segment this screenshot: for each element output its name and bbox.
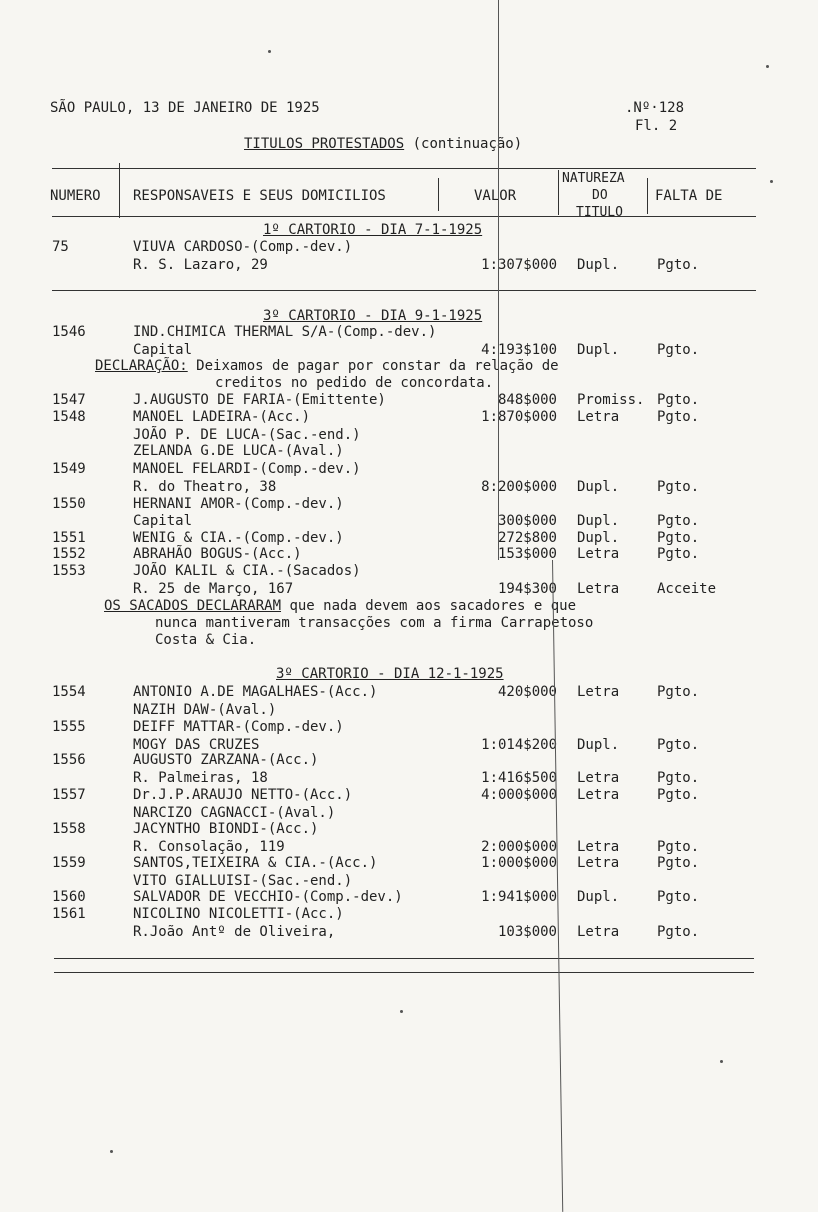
row-responsible: SANTOS,TEIXEIRA & CIA.-(Acc.): [133, 855, 378, 871]
row-responsible: J.AUGUSTO DE FARIA-(Emittente): [133, 392, 386, 408]
row-value: 1:014$200: [481, 737, 557, 753]
row-nature: Letra: [577, 684, 620, 700]
row-number: 1553: [52, 563, 86, 579]
row-responsible: VIUVA CARDOSO-(Comp.-dev.): [133, 239, 353, 255]
section-rule-1: [52, 290, 756, 291]
row-nature: Promiss.: [577, 392, 645, 408]
col-header-natureza-2: DO: [592, 188, 608, 203]
page-title: [244, 136, 522, 152]
row-number: 1560: [52, 889, 86, 905]
row-nature: Dupl.: [577, 530, 620, 546]
row-responsible: MOGY DAS CRUZES: [133, 737, 260, 753]
row-nature: Letra: [577, 839, 620, 855]
row-number: 1547: [52, 392, 86, 408]
row-value: 153$000: [497, 546, 557, 562]
row-value: 848$000: [497, 392, 557, 408]
row-number: 1554: [52, 684, 86, 700]
row-value: 300$000: [497, 513, 557, 529]
sacados-text-2: nunca mantiveram transacções com a firma Carrapetoso: [155, 615, 594, 631]
place-date: SÃO PAULO, 13 DE JANEIRO DE 1925: [50, 100, 320, 116]
row-nature: Dupl.: [577, 513, 620, 529]
row-responsible: JOÃO KALIL & CIA.-(Sacados): [133, 563, 361, 579]
row-reason: Pgto.: [657, 924, 700, 940]
table-top-rule: [52, 168, 756, 169]
row-value: 1:941$000: [481, 889, 557, 905]
row-responsible: JACYNTHO BIONDI-(Acc.): [133, 821, 319, 837]
row-responsible: R. S. Lazaro, 29: [133, 257, 268, 273]
row-reason: Pgto.: [657, 787, 700, 803]
row-reason: Pgto.: [657, 392, 700, 408]
row-number: 1557: [52, 787, 86, 803]
row-number: 1559: [52, 855, 86, 871]
row-reason: Pgto.: [657, 737, 700, 753]
row-number: 1552: [52, 546, 86, 562]
row-value: 4:193$100: [481, 342, 557, 358]
declaracao-text-1: Deixamos de pagar por constar da relação de: [196, 358, 559, 374]
row-value: 4:000$000: [481, 787, 557, 803]
row-responsible: NAZIH DAW-(Aval.): [133, 702, 277, 718]
declaracao-label: DECLARAÇÃO:: [95, 358, 188, 374]
row-responsible: WENIG & CIA.-(Comp.-dev.): [133, 530, 344, 546]
row-value: 1:307$000: [481, 257, 557, 273]
header-bottom-rule: [52, 216, 756, 217]
col-divider-4: [647, 178, 648, 214]
row-number: 1556: [52, 752, 86, 768]
section-heading-3: 3º CARTORIO - DIA 12-1-1925: [276, 666, 504, 682]
row-number: 1546: [52, 324, 86, 340]
declaracao-text-2: creditos no pedido de concordata.: [215, 375, 494, 391]
row-value: 8:200$000: [481, 479, 557, 495]
row-responsible: Capital: [133, 342, 193, 358]
scan-speck: [110, 1150, 113, 1153]
row-responsible: DEIFF MATTAR-(Comp.-dev.): [133, 719, 344, 735]
row-number: 1561: [52, 906, 86, 922]
row-nature: Dupl.: [577, 737, 620, 753]
row-reason: Pgto.: [657, 530, 700, 546]
col-header-responsaveis: RESPONSAVEIS E SEUS DOMICILIOS: [133, 188, 386, 204]
row-responsible: R. Palmeiras, 18: [133, 770, 268, 786]
row-responsible: VITO GIALLUISI-(Sac.-end.): [133, 873, 353, 889]
row-responsible: Capital: [133, 513, 193, 529]
row-reason: Pgto.: [657, 257, 700, 273]
sacados-label: OS SACADOS DECLARARAM: [104, 598, 282, 614]
row-nature: Letra: [577, 409, 620, 425]
row-nature: Letra: [577, 924, 620, 940]
scan-speck: [766, 65, 769, 68]
row-number: 75: [52, 239, 69, 255]
row-number: 1558: [52, 821, 86, 837]
scan-speck: [720, 1060, 723, 1063]
declaracao-note: [95, 358, 559, 374]
row-responsible: JOÃO P. DE LUCA-(Sac.-end.): [133, 427, 361, 443]
bottom-rule-2: [54, 972, 754, 973]
row-number: 1555: [52, 719, 86, 735]
row-reason: Pgto.: [657, 342, 700, 358]
row-nature: Letra: [577, 787, 620, 803]
section-heading-1: 1º CARTORIO - DIA 7-1-1925: [263, 222, 483, 238]
col-divider-2: [438, 178, 439, 211]
row-responsible: IND.CHIMICA THERMAL S/A-(Comp.-dev.): [133, 324, 437, 340]
row-value: 1:870$000: [481, 409, 557, 425]
row-number: 1548: [52, 409, 86, 425]
page-fold-line-bottom: [552, 560, 563, 1212]
row-responsible: ZELANDA G.DE LUCA-(Aval.): [133, 443, 344, 459]
row-nature: Dupl.: [577, 342, 620, 358]
row-number: 1551: [52, 530, 86, 546]
col-divider-1: [119, 163, 120, 218]
row-responsible: R.João Antº de Oliveira,: [133, 924, 336, 940]
col-header-natureza-3: TITULO: [576, 205, 623, 220]
row-value: 420$000: [497, 684, 557, 700]
row-responsible: NARCIZO CAGNACCI-(Aval.): [133, 805, 336, 821]
row-value: 194$300: [497, 581, 557, 597]
row-reason: Pgto.: [657, 889, 700, 905]
row-value: 1:000$000: [481, 855, 557, 871]
row-responsible: ANTONIO A.DE MAGALHAES-(Acc.): [133, 684, 378, 700]
row-reason: Pgto.: [657, 546, 700, 562]
row-nature: Dupl.: [577, 479, 620, 495]
sacados-text-3: Costa & Cia.: [155, 632, 257, 648]
row-reason: Pgto.: [657, 409, 700, 425]
row-value: 1:416$500: [481, 770, 557, 786]
page-title-suffix: (continuação): [412, 136, 523, 152]
row-value: 2:000$000: [481, 839, 557, 855]
row-number: 1549: [52, 461, 86, 477]
row-reason: Pgto.: [657, 513, 700, 529]
row-nature: Letra: [577, 855, 620, 871]
col-header-falta: FALTA DE: [655, 188, 723, 204]
col-divider-3: [558, 170, 559, 215]
row-responsible: NICOLINO NICOLETTI-(Acc.): [133, 906, 344, 922]
col-header-natureza-1: NATUREZA: [562, 171, 625, 186]
row-reason: Pgto.: [657, 770, 700, 786]
row-reason: Pgto.: [657, 684, 700, 700]
row-responsible: R. 25 de Março, 167: [133, 581, 294, 597]
row-reason: Pgto.: [657, 479, 700, 495]
row-responsible: R. do Theatro, 38: [133, 479, 277, 495]
row-value: 272$800: [497, 530, 557, 546]
sacados-note: [104, 598, 576, 614]
col-header-valor: VALOR: [474, 188, 517, 204]
row-responsible: AUGUSTO ZARZANA-(Acc.): [133, 752, 319, 768]
folio-number: Fl. 2: [635, 118, 678, 134]
col-header-numero: NUMERO: [50, 188, 101, 204]
row-responsible: SALVADOR DE VECCHIO-(Comp.-dev.): [133, 889, 403, 905]
row-responsible: MANOEL FELARDI-(Comp.-dev.): [133, 461, 361, 477]
sacados-text-1: que nada devem aos sacadores e que: [289, 598, 577, 614]
bottom-rule-1: [54, 958, 754, 959]
row-responsible: ABRAHÃO BOGUS-(Acc.): [133, 546, 302, 562]
scan-speck: [268, 50, 271, 53]
row-responsible: Dr.J.P.ARAUJO NETTO-(Acc.): [133, 787, 353, 803]
row-responsible: HERNANI AMOR-(Comp.-dev.): [133, 496, 344, 512]
row-nature: Dupl.: [577, 257, 620, 273]
scan-speck: [770, 180, 773, 183]
document-number: .Nº·128: [625, 100, 685, 116]
row-nature: Letra: [577, 770, 620, 786]
row-nature: Letra: [577, 546, 620, 562]
row-nature: Dupl.: [577, 889, 620, 905]
row-reason: Pgto.: [657, 839, 700, 855]
row-responsible: R. Consolação, 119: [133, 839, 285, 855]
row-value: 103$000: [497, 924, 557, 940]
row-nature: Letra: [577, 581, 620, 597]
page-fold-line-top: [498, 0, 499, 560]
scan-speck: [400, 1010, 403, 1013]
row-responsible: MANOEL LADEIRA-(Acc.): [133, 409, 311, 425]
section-heading-2: 3º CARTORIO - DIA 9-1-1925: [263, 308, 483, 324]
row-number: 1550: [52, 496, 86, 512]
page-title-main: TITULOS PROTESTADOS: [244, 136, 405, 152]
row-reason: Acceite: [657, 581, 717, 597]
row-reason: Pgto.: [657, 855, 700, 871]
